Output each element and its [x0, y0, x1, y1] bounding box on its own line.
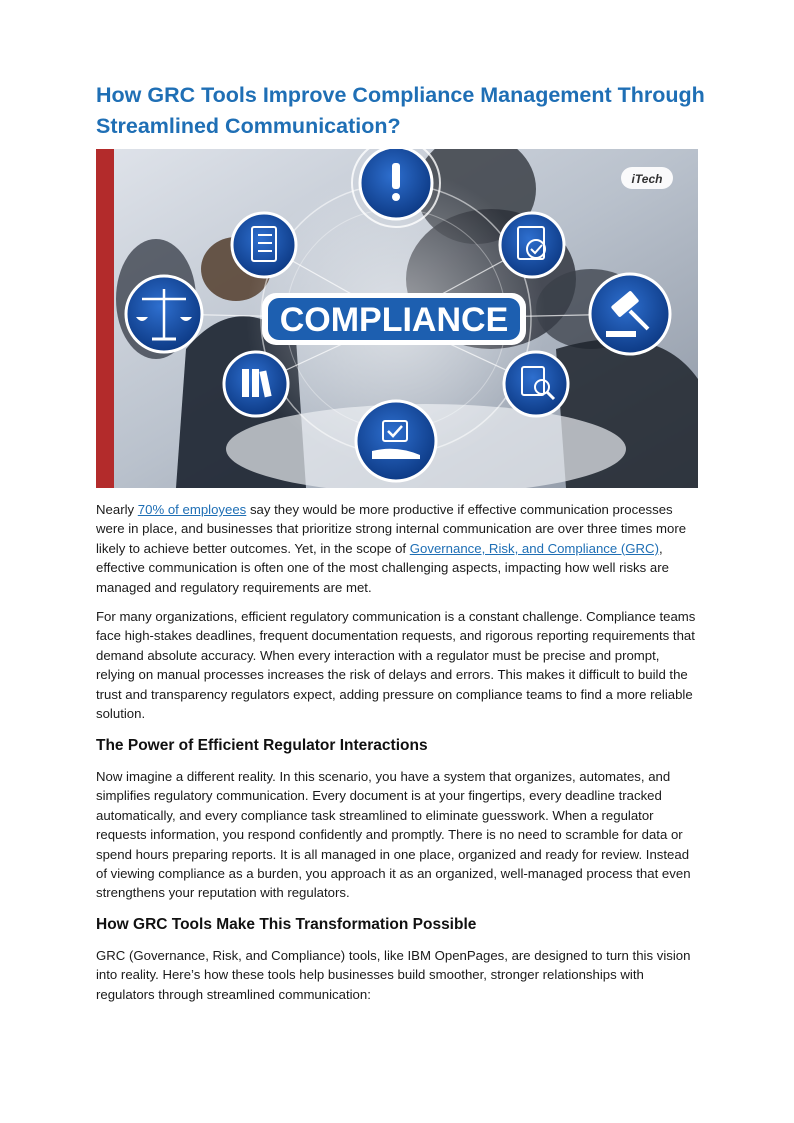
section-heading-regulator-interactions: The Power of Efficient Regulator Interactions: [96, 737, 428, 754]
hero-image: [96, 149, 698, 488]
scales-of-justice-icon: [126, 276, 202, 352]
accent-bar: [96, 149, 114, 488]
page-title: How GRC Tools Improve Compliance Management Through Streamlined Communication?: [96, 83, 705, 138]
grc-tools-paragraph: GRC (Governance, Risk, and Compliance) tools, like IBM OpenPages, are designed to turn this vision into reality. Here’s how these tools help businesses build smoother, stronger relationships with regulators through streamlined communication:: [96, 948, 691, 1002]
challenge-paragraph: For many organizations, efficient regulatory communication is a constant challenge. Compliance teams face high-stakes deadlines, frequent documentation requests, and rigorous reporting requirements that demand absolute accuracy. When every interaction with a regulator must be precise and prompt, relying on manual processes increases the risk of delays and errors. This makes it difficult to build the trust and transparency regulators expect, adding pressure on compliance teams to find a more reliable solution.: [96, 609, 696, 722]
intro-text-1: Nearly: [96, 502, 138, 517]
intro-text-2: say they would be more productive if effective communication processes were in place, and businesses that prioritize strong internal communication are over three times more likely to achieve better outcomes. Yet, in the scope of: [96, 502, 687, 556]
compliance-banner: [262, 293, 526, 345]
employees-stat-link[interactable]: 70% of employees: [137, 502, 247, 517]
intro-text-3: , effective communication is often one of the most challenging aspects, impacting how well risks are managed and regulatory requirements are met.: [96, 540, 669, 595]
document-search-icon: [504, 352, 568, 416]
books-icon: [224, 352, 288, 416]
gavel-icon: [590, 274, 670, 354]
checklist-icon: [232, 213, 296, 277]
certificate-badge-icon: [500, 213, 564, 277]
section-heading-transformation: How GRC Tools Make This Transformation Possible: [96, 916, 477, 933]
grc-link[interactable]: Governance, Risk, and Compliance (GRC): [409, 540, 659, 556]
reality-paragraph: Now imagine a different reality. In this scenario, you have a system that organizes, automates, and simplifies regulatory communication. Every document is at your fingertips, every deadline tracked automatically, and every compliance task streamlined to eliminate guesswork. When a regulator requests information, you respond confidently and promptly. There is no need to scramble for data or spend hours preparing reports. It is all managed in one place, organized and ready for review. Instead of viewing compliance as a burden, you approach it as an organized, well-managed process that even strengthens your reputation with regulators.: [96, 769, 691, 901]
banner-text: COMPLIANCE: [279, 301, 509, 339]
itech-logo: [621, 167, 673, 189]
intro-paragraph: [96, 500, 700, 597]
hand-checkmark-icon: [356, 401, 436, 481]
logo-text: iTech: [631, 172, 663, 186]
